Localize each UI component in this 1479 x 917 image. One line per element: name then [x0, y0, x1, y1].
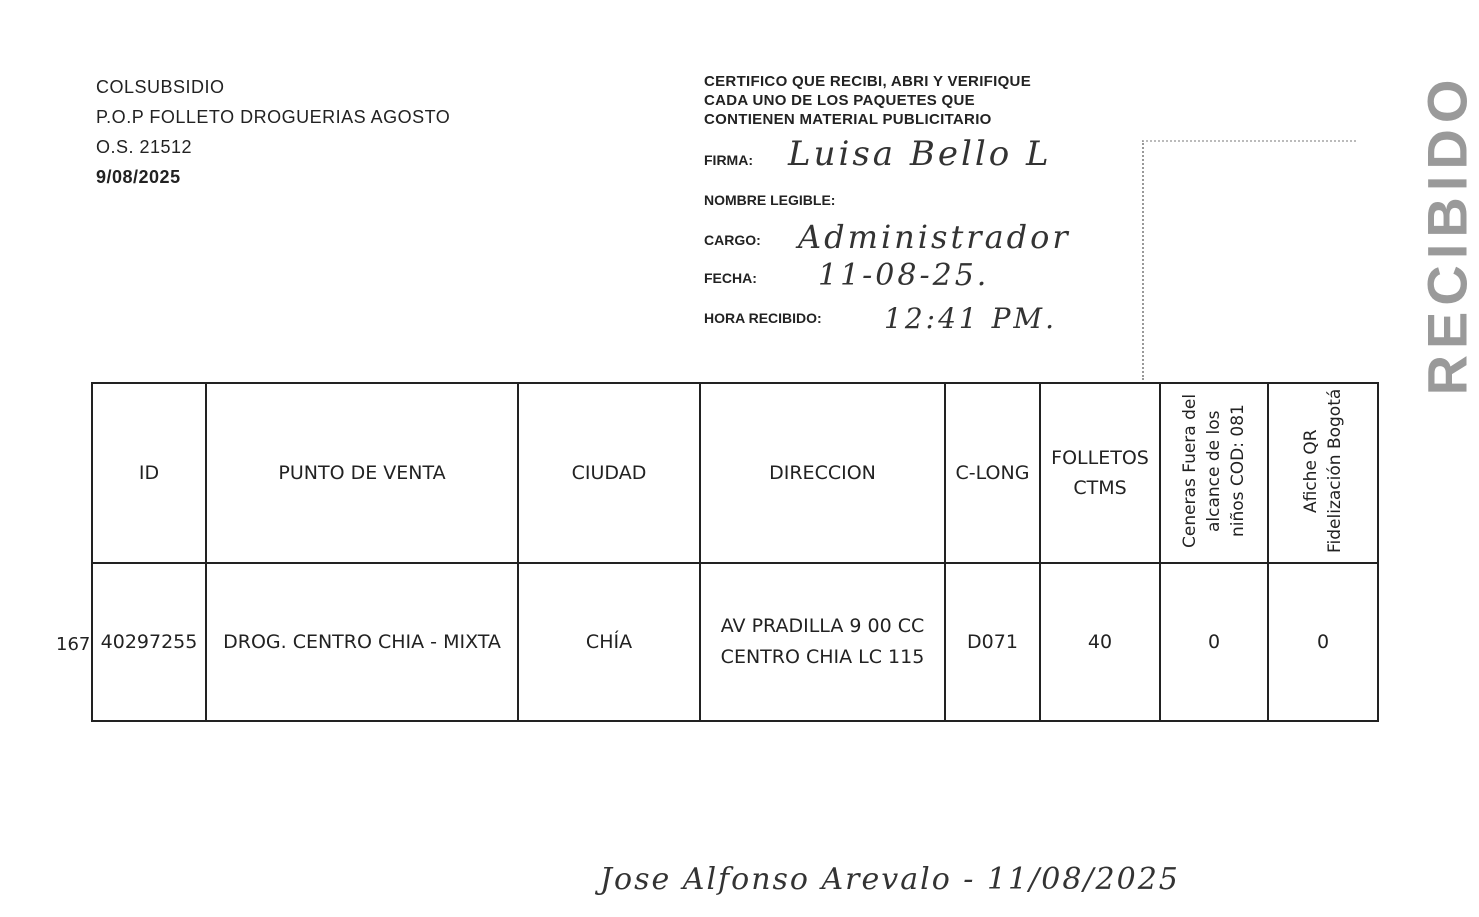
cell-direccion [700, 563, 945, 721]
header-direccion: DIRECCION [700, 383, 945, 563]
header-block [96, 72, 450, 192]
certification-line: CONTIENEN MATERIAL PUBLICITARIO [704, 111, 992, 128]
document-date: 9/08/2025 [96, 167, 181, 187]
firma-signature: Luisa Bello L [788, 134, 1052, 174]
nombre-label: NOMBRE LEGIBLE: [704, 192, 836, 208]
fecha-value: 11-08-25. [818, 258, 990, 293]
cargo-label: CARGO: [704, 232, 761, 248]
table-header-row [92, 383, 1378, 563]
campaign-title: P.O.P FOLLETO DROGUERIAS AGOSTO [96, 107, 451, 127]
cell-afiche: 0 [1268, 563, 1378, 721]
row-number: 167 [56, 634, 91, 655]
header-afiche-text: Afiche QR Fidelización Bogotá [1301, 388, 1345, 553]
footer-signature: Jose Alfonso Arevalo - 11/08/2025 [600, 862, 1180, 897]
header-ceneras-text: Ceneras Fuera del alcance de los niños COD: 081 [1180, 393, 1248, 548]
header-folletos [1040, 383, 1160, 563]
cell-punto-de-venta: DROG. CENTRO CHIA - MIXTA [206, 563, 518, 721]
header-afiche [1268, 383, 1378, 563]
certification-text [704, 72, 1031, 129]
fecha-label: FECHA: [704, 270, 757, 286]
cell-ciudad: CHÍA [518, 563, 700, 721]
cell-c-long: D071 [945, 563, 1040, 721]
header-id: ID [92, 383, 206, 563]
cell-direccion-text: AV PRADILLA 9 00 CC CENTRO CHIA LC 115 [720, 615, 925, 668]
cell-id: 40297255 [92, 563, 206, 721]
cell-ceneras: 0 [1160, 563, 1268, 721]
header-ceneras [1160, 383, 1268, 563]
firma-label: FIRMA: [704, 152, 753, 168]
cargo-value: Administrador [798, 218, 1071, 256]
hora-label: HORA RECIBIDO: [704, 310, 822, 326]
header-punto-de-venta: PUNTO DE VENTA [206, 383, 518, 563]
company-name: COLSUBSIDIO [96, 77, 225, 97]
cell-folletos: 40 [1040, 563, 1160, 721]
table-row [92, 563, 1378, 721]
header-c-long: C-LONG [945, 383, 1040, 563]
header-ciudad: CIUDAD [518, 383, 700, 563]
received-stamp [1142, 73, 1479, 396]
delivery-table [91, 382, 1379, 722]
stamp-text: RECIBIDO [1415, 73, 1479, 396]
hora-value: 12:41 PM. [884, 302, 1058, 335]
certification-line: CERTIFICO QUE RECIBI, ABRI Y VERIFIQUE [704, 73, 1031, 90]
certification-line: CADA UNO DE LOS PAQUETES QUE [704, 92, 975, 109]
header-folletos-text: FOLLETOS CTMS [1051, 447, 1149, 499]
order-number: O.S. 21512 [96, 137, 193, 157]
